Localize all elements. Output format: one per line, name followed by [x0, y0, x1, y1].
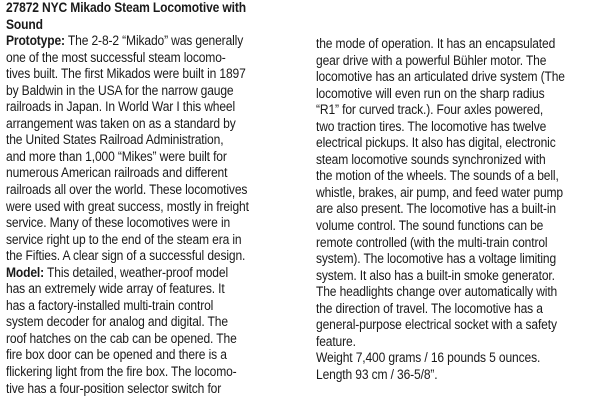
right-text-line: whistle, brakes, air pump, and feed water pump — [316, 184, 564, 200]
length-spec: Length 93 cm / 36-5/8”. — [316, 366, 438, 382]
left-text-line: has an extremely wide array of features. It — [6, 281, 225, 297]
right-text-line: “R1” for curved track.). Four axles powered, — [316, 102, 544, 118]
left-column — [6, 0, 276, 397]
left-text-line: the Fifties. A clear sign of a successful design. — [6, 248, 246, 264]
right-text-line: The headlights change over automatically with — [316, 284, 558, 300]
right-text-line: the motion of the wheels. The sounds of a bell, — [316, 168, 559, 184]
left-text-line: system decoder for analog and digital. The — [6, 314, 228, 330]
right-text-line: two traction tires. The locomotive has twelve — [316, 118, 547, 134]
left-text-line: service. Many of these locomotives were in — [6, 215, 231, 231]
right-text-line: remote controlled (with the multi-train control — [316, 234, 548, 250]
left-text-line: by Baldwin in the USA for the narrow gauge — [6, 82, 234, 98]
weight-spec: Weight 7,400 grams / 16 pounds 5 ounces. — [316, 350, 541, 366]
product-title-line-2: Sound — [6, 16, 43, 32]
left-text-line: one of the most successful steam locomo- — [6, 49, 226, 65]
right-text-line: locomotive will even run on the sharp radius — [316, 85, 545, 101]
right-text-line: the mode of operation. It has an encapsulated — [316, 36, 556, 51]
prototype-label: Prototype: — [6, 33, 65, 49]
right-text-line: volume control. The sound functions can be — [316, 218, 544, 234]
right-text-line: gear drive with a powerful Bühler motor. The — [316, 52, 547, 68]
left-text-line: fire box door can be opened and there is a — [6, 347, 227, 363]
right-text-line: system. It also has a built-in smoke generator. — [316, 267, 555, 283]
left-text-line: has a factory-installed multi-train control — [6, 297, 214, 313]
left-text-line: railroads in Japan. In World War I this wheel — [6, 99, 236, 115]
left-text-line: arrangement was taken on as a standard by — [6, 115, 236, 131]
model-label: Model: — [6, 264, 45, 280]
left-text-line: Prototype: The 2-8-2 “Mikado” was generally — [6, 33, 244, 49]
right-text-line: are also present. The locomotive has a built-in — [316, 201, 556, 217]
left-text-line: railroads all over the world. These locomotives — [6, 182, 248, 198]
left-text-line: Model: This detailed, weather-proof model — [6, 264, 228, 280]
right-text-line: the direction of travel. The locomotive has a — [316, 300, 543, 316]
right-text-line: electrical pickups. It also has digital, electronic — [316, 135, 556, 151]
left-text-line: and more than 1,000 “Mikes” were built for — [6, 148, 227, 164]
right-text-line: locomotive has an articulated drive system (The — [316, 69, 565, 85]
right-text-line: general-purpose electrical socket with a safety — [316, 317, 557, 333]
left-text-line: tives built. The first Mikados were built in 1897 — [6, 66, 246, 82]
left-text-line: the United States Railroad Administration, — [6, 132, 224, 148]
left-text-line: roof hatches on the cab can be opened. The — [6, 330, 237, 346]
left-text-line: tive has a four-position selector switch for — [6, 380, 222, 396]
right-text-line: steam locomotive sounds synchronized with — [316, 151, 546, 167]
right-text-line: system). The locomotive has a voltage limiting — [316, 251, 557, 267]
left-text-line: flickering light from the fire box. The locomo- — [6, 364, 237, 380]
right-column — [316, 36, 586, 383]
right-text-line: feature. — [316, 333, 356, 349]
product-title-line-1: 27872 NYC Mikado Steam Locomotive with — [6, 0, 246, 15]
left-text-line: were used with great success, mostly in freight — [6, 198, 249, 214]
left-text-line: service right up to the end of the steam era in — [6, 231, 242, 247]
left-text-line: numerous American railroads and different — [6, 165, 228, 181]
